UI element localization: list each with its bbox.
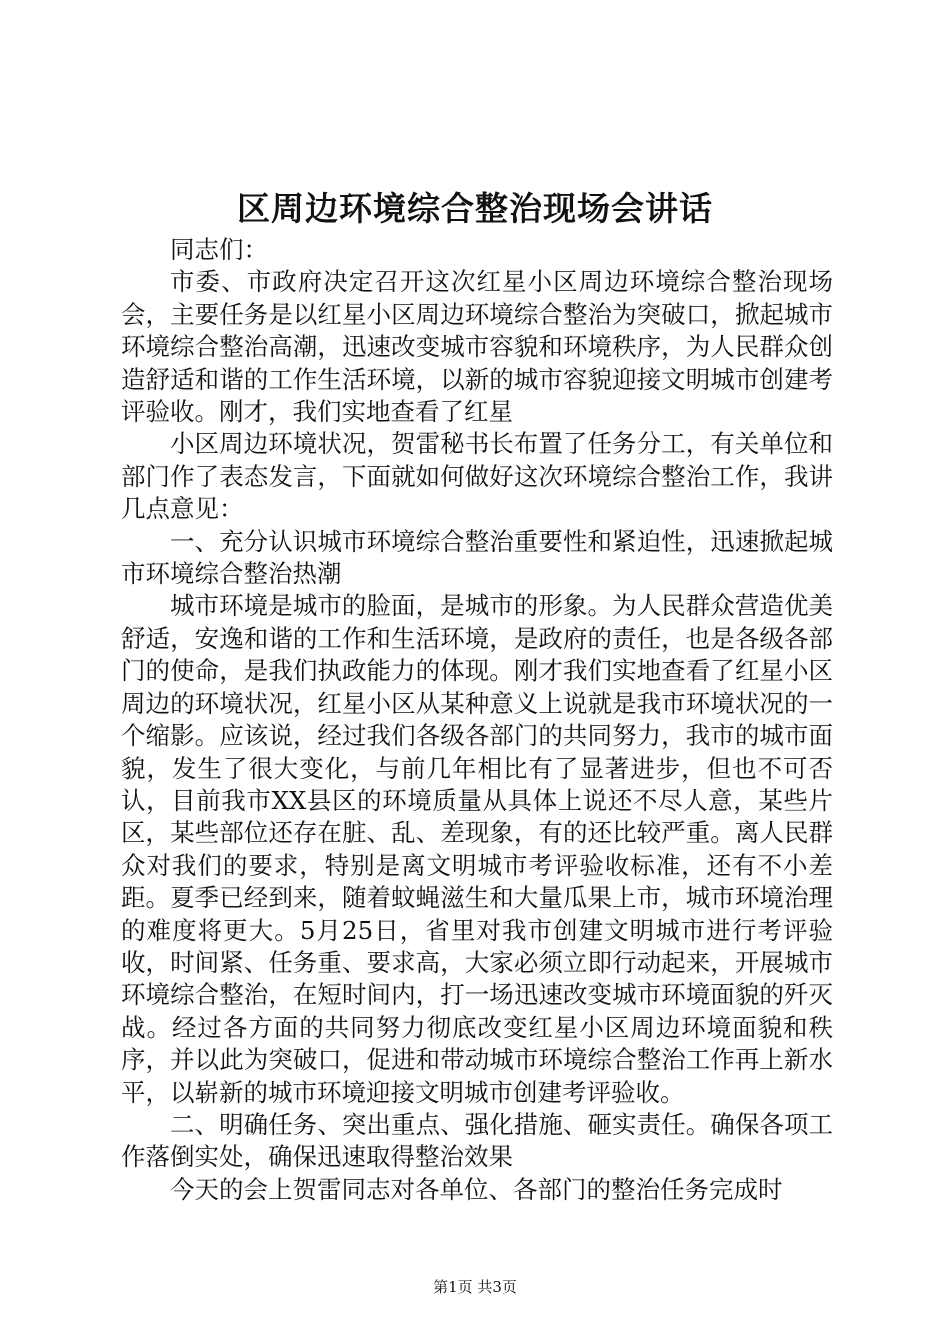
page-footer: 第1页 共3页 xyxy=(433,1278,517,1296)
body-paragraph: 市委、市政府决定召开这次红星小区周边环境综合整治现场会，主要任务是以红星小区周边环境综合整治为突破口，掀起城市环境综合整治高潮，迅速改变城市容貌和环境秩序，为人民群众创造舒适和谐的工作生活环境，以新的城市容貌迎接文明城市创建考评验收。刚才，我们实地查看了红星 xyxy=(121,267,833,427)
document-body xyxy=(121,234,833,1206)
document-title: 区周边环境综合整治现场会讲话 xyxy=(237,189,713,228)
section-heading: 一、充分认识城市环境综合整治重要性和紧迫性，迅速掀起城市环境综合整治热潮 xyxy=(121,526,833,589)
section-heading: 二、明确任务、突出重点、强化措施、砸实责任。确保各项工作落倒实处，确保迅速取得整治效果 xyxy=(121,1109,833,1172)
body-paragraph: 小区周边环境状况，贺雷秘书长布置了任务分工，有关单位和部门作了表态发言，下面就如何做好这次环境综合整治工作，我讲几点意见： xyxy=(121,429,833,524)
greeting-paragraph: 同志们： xyxy=(170,235,268,264)
body-paragraph: 城市环境是城市的脸面，是城市的形象。为人民群众营造优美舒适，安逸和谐的工作和生活环境，是政府的责任，也是各级各部门的使命，是我们执政能力的体现。刚才我们实地查看了红星小区周边的环境状况，红星小区从某种意义上说就是我市环境状况的一个缩影。应该说，经过我们各级各部门的共同努力，我市的城市面貌，发生了很大变化，与前几年相比有了显著进步，但也不可否认，目前我市XX县区的环境质量从具体上说还不尽人意，某些片区，某些部位还存在脏、乱、差现象，有的还比较严重。离人民群众对我们的要求，特别是离文明城市考评验收标准，还有不小差距。夏季已经到来，随着蚊蝇滋生和大量瓜果上市，城市环境治理的难度将更大。5月25日，省里对我市创建文明城市进行考评验收，时间紧、任务重、要求高，大家必须立即行动起来，开展城市环境综合整治，在短时间内，打一场迅速改变城市环境面貌的歼灭战。经过各方面的共同努力彻底改变红星小区周边环境面貌和秩序，并以此为突破口，促进和带动城市环境综合整治工作再上新水平，以崭新的城市环境迎接文明城市创建考评验收。 xyxy=(121,591,833,1107)
body-paragraph: 今天的会上贺雷同志对各单位、各部门的整治任务完成时 xyxy=(170,1174,783,1204)
